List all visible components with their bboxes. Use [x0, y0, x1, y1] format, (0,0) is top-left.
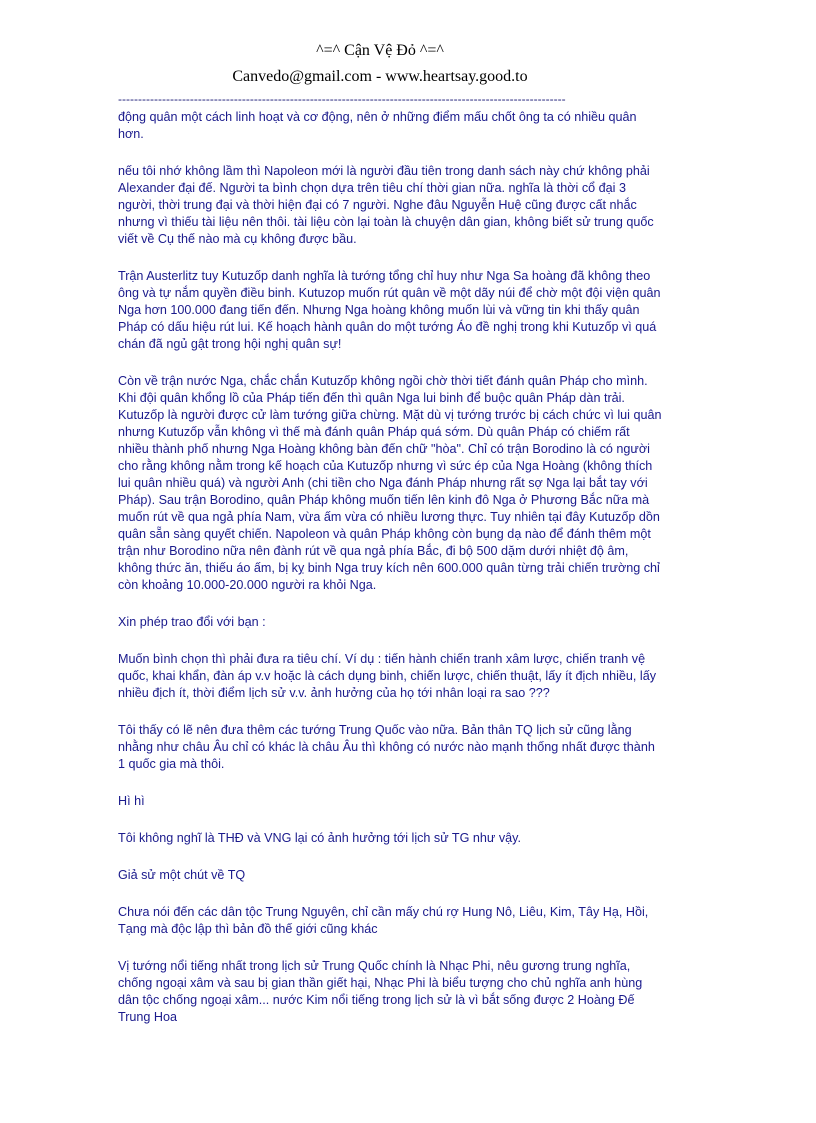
paragraph: Trận Austerlitz tuy Kutuzốp danh nghĩa là tướng tổng chỉ huy như Nga Sa hoàng đã không theo ông và tự nắm quyền điều binh. Kutuzop muốn rút quân về một dãy núi để chờ một đội viện quân Nga hơn 100.000 đang tiến đến. Nhưng Nga hoàng không muốn lùi và vững tin khi thấy quân Pháp có dấu hiệu rút lui. Kế hoạch hành quân do một tướng Áo đề nghị trong khi Kutuzốp vì quá chán đã ngủ gật trong hội nghị quân sự! [118, 269, 661, 351]
paragraph: Xin phép trao đổi với bạn : [118, 615, 266, 629]
paragraph: nếu tôi nhớ không lầm thì Napoleon mới là người đầu tiên trong danh sách này chứ không phải Alexander đại đế. Người ta bình chọn dựa trên tiêu chí thời gian nữa. nghĩa là thời cổ đại 3 người, thời trung đại và thời hiện đại có 7 người. Nghe đâu Nguyễn Huệ cũng được cất nhắc nhưng vì thiếu tài liệu nên thôi. tài liệu còn lại toàn là chuyện dân gian, không biết sử trung quốc viết về Cụ thế nào mà cụ không được bầu. [118, 164, 654, 246]
header-title: ^=^ Cận Vệ Đỏ ^=^ [316, 42, 444, 59]
paragraph: Vị tướng nổi tiếng nhất trong lịch sử Trung Quốc chính là Nhạc Phi, nêu gương trung nghĩa, chống ngoại xâm và sau bị gian thần giết hại, Nhạc Phi là biểu tượng cho chủ nghĩa anh hùng dân tộc chống ngoại xâm... nước Kim nổi tiếng trong lịch sử là vì bắt sống được 2 Hoàng Đế Trung Hoa [118, 959, 643, 1024]
paragraph: Muốn bình chọn thì phải đưa ra tiêu chí. Ví dụ : tiến hành chiến tranh xâm lược, chiến tranh vệ quốc, khai khẩn, đàn áp v.v hoặc là cách dụng binh, chiến lược, chiến thuật, lấy ít địch nhiều, lấy nhiều địch ít, thời điểm lịch sử v.v. ảnh hưởng của họ tới nhân loại ra sao ??? [118, 652, 657, 700]
paragraph: Hì hì [118, 794, 145, 808]
header-separator: ---------------------------------------------------------------------------------------------------------------- [118, 92, 566, 106]
document-body [118, 109, 708, 1046]
paragraph: Chưa nói đến các dân tộc Trung Nguyên, chỉ cần mấy chú rợ Hung Nô, Liêu, Kim, Tây Hạ, Hồi, Tạng mà độc lập thì bản đồ thế giới cũng khác [118, 905, 649, 936]
paragraph: Giả sử một chút về TQ [118, 868, 246, 882]
header-contact: Canvedo@gmail.com - www.heartsay.good.to [232, 68, 528, 85]
paragraph: Còn về trận nước Nga, chắc chắn Kutuzốp không ngồi chờ thời tiết đánh quân Pháp cho mình. Khi đội quân khổng lồ của Pháp tiến đến thì quân Nga lui binh để buộc quân Pháp dàn trải. Kutuzốp là người được cử làm tướng giữa chừng. Mặt dù vị tướng trước bị cách chức vì lui quân nhưng Kutuzốp vẫn không vì thế mà đánh quân Pháp quá sớm. Dù quân Pháp có chiếm rất nhiều thành phố nhưng Nga Hoàng không bàn đến chữ "hòa". Chỉ có trận Borodino là có người cho rằng không nằm trong kế hoạch của Kutuzốp nhưng vì sức ép của Nga Hoàng (không thích lui quân nhiều quá) và người Anh (chi tiền cho Nga đánh Pháp nhưng rất sợ Nga lại bắt tay với Pháp). Sau trận Borodino, quân Pháp không muốn tiến lên kinh đô Nga ở Phương Bắc nữa mà muốn rút về qua ngả phía Nam, vừa ấm vừa có nhiều lương thực. Tuy nhiên tại đây Kutuzốp dồn quân sẵn sàng quyết chiến. Napoleon và quân Pháp không còn bụng dạ nào để đánh thêm một trận như Borodino nữa nên đành rút về qua ngả phía Bắc, đi bộ 500 dặm dưới nhiệt độ âm, không thức ăn, thiếu áo ấm, bị kỵ binh Nga truy kích nên 600.000 quân từng trải chiến trường chỉ còn khoảng 10.000-20.000 người ra khỏi Nga. [118, 374, 662, 592]
paragraph: Tôi thấy có lẽ nên đưa thêm các tướng Trung Quốc vào nữa. Bản thân TQ lịch sử cũng lằng nhằng như châu Âu chỉ có khác là châu Âu thì không có nước nào mạnh thống nhất được thành 1 quốc gia mà thôi. [118, 723, 655, 771]
paragraph: động quân một cách linh hoạt và cơ động, nên ở những điểm mấu chốt ông ta có nhiều quân hơn. [118, 110, 637, 141]
paragraph: Tôi không nghĩ là THĐ và VNG lại có ảnh hưởng tới lịch sử TG như vậy. [118, 831, 522, 845]
